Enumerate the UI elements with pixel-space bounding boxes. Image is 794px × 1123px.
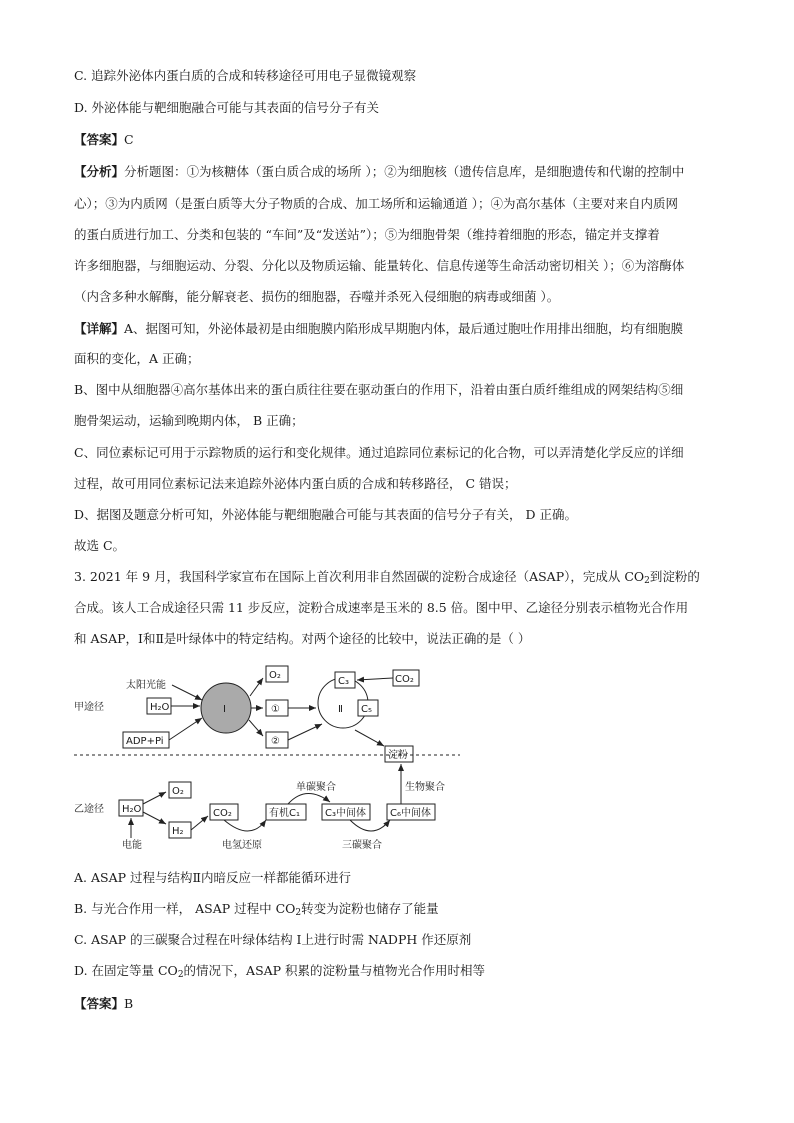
analysis-line-5: （内含多种水解酶，能分解衰老、损伤的细胞器，吞噬并杀死入侵细胞的病毒或细菌 ）。 xyxy=(74,289,560,304)
analysis-text-1: 分析题图：①为核糖体（蛋白质合成的场所 ）；②为细胞核（遗传信息库，是细胞遗传和代谢的控制中 xyxy=(124,164,685,179)
sunlight-arrow xyxy=(172,685,202,700)
c3-label: C₃ xyxy=(338,676,349,687)
detail-text-1: A、据图可知，外泌体最初是由细胞膜内陷形成早期胞内体，最后通过胞吐作用排出细胞，均有细胞膜 xyxy=(124,321,684,336)
h2-label: H₂ xyxy=(172,826,184,837)
single-c-label: 单碳聚合 xyxy=(296,782,336,793)
circle2-label: ② xyxy=(271,736,280,747)
detail-line-3: B、图中从细胞器④高尔基体出来的蛋白质往往要在驱动蛋白的作用下，沿着由蛋白质纤维组成的网架结构⑤细 xyxy=(74,382,684,397)
co2-label-yi: CO₂ xyxy=(213,808,232,819)
o2-label-jia: O₂ xyxy=(269,670,281,681)
detail-line-6: 过程，故可用同位素标记法来追踪外泌体内蛋白质的合成和转移路径， C 错误； xyxy=(74,476,517,491)
analysis-tag: 【分析】 xyxy=(74,164,125,179)
adp-label: ADP+Pi xyxy=(126,736,164,747)
path-jia-label: 甲途径 xyxy=(74,702,104,713)
option-c: C. ASAP 的三碳聚合过程在叶绿体结构 Ⅰ上进行时需 NADPH 作还原剂 xyxy=(74,932,472,947)
c6-mid-label: C₆中间体 xyxy=(390,808,431,819)
detail-line-8: 故选 C。 xyxy=(74,538,126,553)
option-b-text-a: B. 与光合作用一样， ASAP 过程中 CO xyxy=(74,901,296,916)
to-starch-arrow-jia xyxy=(355,730,384,746)
path-yi-label: 乙途径 xyxy=(74,804,104,815)
co2-label-jia: CO₂ xyxy=(395,674,414,685)
organic-c1-label: 有机C₁ xyxy=(269,808,300,819)
c5-label: C₅ xyxy=(361,704,372,715)
structure-ii-label: Ⅱ xyxy=(338,704,343,715)
starch-label: 淀粉 xyxy=(388,750,408,761)
tri-c-arrow xyxy=(350,820,390,831)
co2-arrow-jia xyxy=(357,678,393,680)
e-reduce-label: 电氢还原 xyxy=(222,840,262,851)
o2-arrow-jia xyxy=(250,678,263,696)
answer-2-tag: 【答案】 xyxy=(74,996,125,1011)
o2-label-yi: O₂ xyxy=(172,786,184,797)
detail-tag: 【详解】 xyxy=(74,321,125,336)
h2-arrow xyxy=(143,812,166,824)
answer-tag: 【答案】 xyxy=(74,132,125,147)
option-d-text-a: D. 在固定等量 CO xyxy=(74,963,178,978)
option-a: A. ASAP 过程与结构Ⅱ内暗反应一样都能循环进行 xyxy=(74,870,351,885)
analysis-line-3: 的蛋白质进行加工、分类和包装的 “车间”及“发送站”）；⑤为细胞骨架（维持着细胞的形态，锚定并支撑着 xyxy=(74,227,660,242)
h2-to-co2-arrow xyxy=(191,816,208,830)
analysis-line-2: 心）；③为内质网（是蛋白质等大分子物质的合成、加工场所和运输通道 ）；④为高尔基体（主要对来自内质网 xyxy=(74,196,678,211)
option-b-text-b: 转变为淀粉也储存了能量 xyxy=(301,901,439,916)
analysis-line-4: 许多细胞器，与细胞运动、分裂、分化以及物质运输、能量转化、信息传递等生命活动密切相关 ）；⑥为溶酶体 xyxy=(74,258,685,273)
option-c-prev: C. 追踪外泌体内蛋白质的合成和转移途径可用电子显微镜观察 xyxy=(74,68,417,83)
structure-i-label: I xyxy=(223,704,226,715)
bio-poly-label: 生物聚合 xyxy=(405,782,445,793)
to-structure-ii-arrow-2 xyxy=(288,724,322,740)
question-3-line-1 xyxy=(74,569,700,589)
option-b xyxy=(74,901,439,921)
o2-arrow-yi xyxy=(143,792,166,804)
single-c-arrow xyxy=(288,793,330,804)
detail-line-7: D、据图及题意分析可知，外泌体能与靶细胞融合可能与其表面的信号分子有关， D 正确。 xyxy=(74,507,577,522)
detail-line-2: 面积的变化，A 正确； xyxy=(74,351,200,366)
adp-arrow xyxy=(169,718,202,740)
option-d-prev: D. 外泌体能与靶细胞融合可能与其表面的信号分子有关 xyxy=(74,100,380,115)
circle1-label: ① xyxy=(271,704,280,715)
h2o-label-yi: H₂O xyxy=(122,804,142,815)
option-b-sub: 2 xyxy=(295,908,302,918)
q3-text-a: 3. 2021 年 9 月，我国科学家宣布在国际上首次利用非自然固碳的淀粉合成途径（ASAP），完成从 CO xyxy=(74,569,645,584)
detail-line-1 xyxy=(74,321,683,337)
detail-line-4: 胞骨架运动，运输到晚期内体， B 正确； xyxy=(74,413,304,428)
answer-2-value: B xyxy=(124,996,134,1011)
q3-text-b: 到淀粉的 xyxy=(649,569,700,584)
answer-1 xyxy=(74,132,134,148)
question-3-line-3: 和 ASAP，Ⅰ和Ⅱ是叶绿体中的特定结构。对两个途径的比较中，说法正确的是（ ） xyxy=(74,631,531,646)
detail-line-5: C、同位素标记可用于示踪物质的运行和变化规律。通过追踪同位素标记的化合物，可以弄清楚化学反应的详细 xyxy=(74,445,684,460)
tri-c-label: 三碳聚合 xyxy=(342,840,382,851)
answer-value: C xyxy=(124,132,134,147)
circle2-arrow xyxy=(249,720,263,736)
sunlight-label: 太阳光能 xyxy=(126,680,166,691)
answer-2 xyxy=(74,996,133,1012)
h2o-label-jia: H₂O xyxy=(150,702,170,713)
option-d-text-b: 的情况下，ASAP 积累的淀粉量与植物光合作用时相等 xyxy=(183,963,486,978)
q3-sub: 2 xyxy=(644,576,650,586)
e-reduce-arrow xyxy=(224,820,266,831)
pathway-diagram xyxy=(60,658,460,858)
c3-mid-label: C₃中间体 xyxy=(325,808,366,819)
option-d xyxy=(74,963,485,983)
electric-label: 电能 xyxy=(122,840,142,851)
question-3-line-2: 合成。该人工合成途径只需 11 步反应，淀粉合成速率是玉米的 8.5 倍。图中甲、乙途径分别表示植物光合作用 xyxy=(74,600,689,615)
option-d-sub: 2 xyxy=(177,970,184,980)
analysis-line-1 xyxy=(74,164,684,180)
structure-i xyxy=(201,683,251,733)
